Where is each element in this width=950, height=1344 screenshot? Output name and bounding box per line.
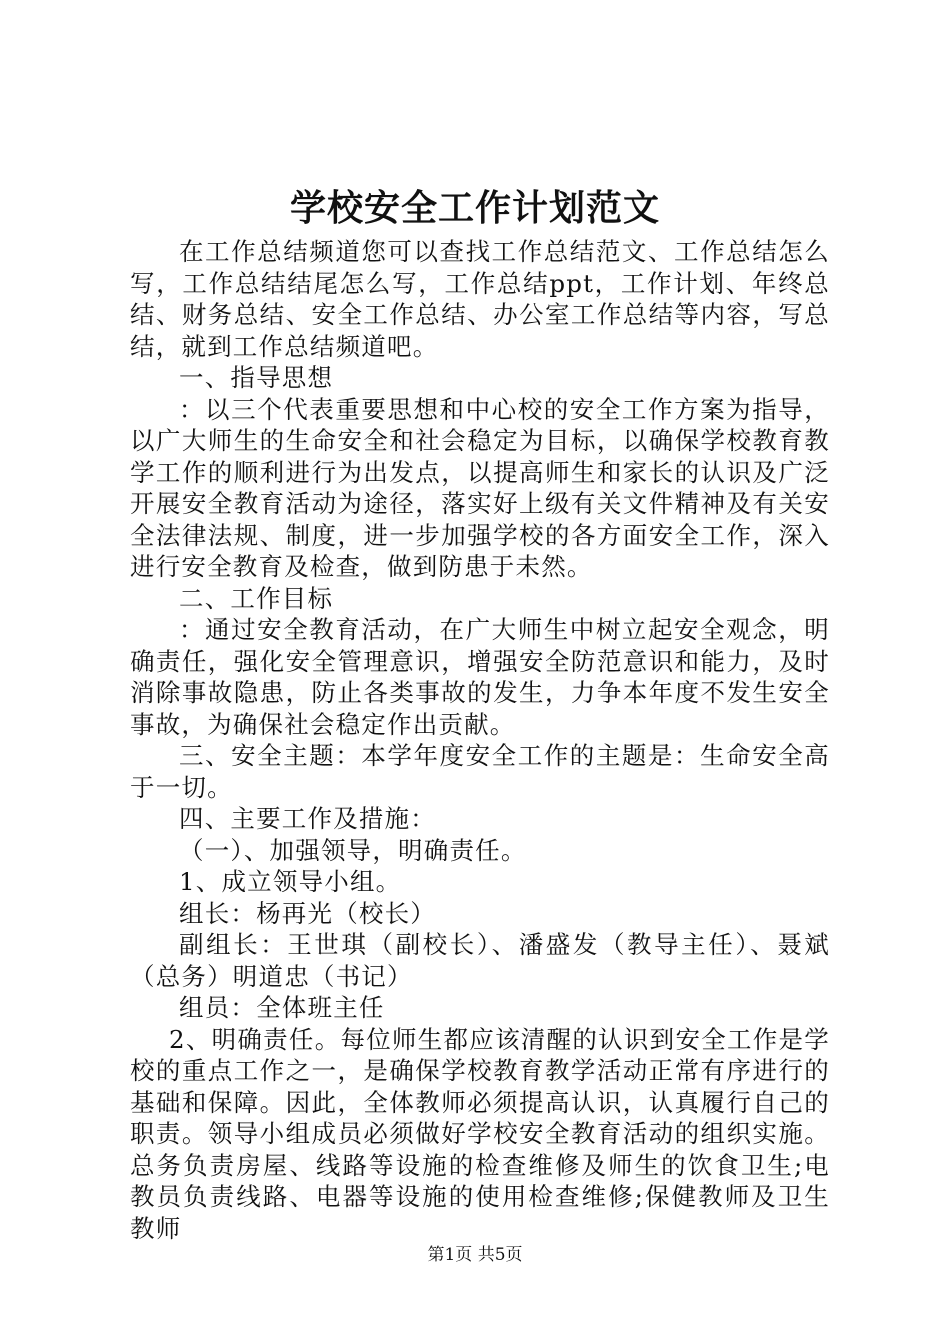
item-group-leader: 组长：杨再光（校长） <box>179 898 436 928</box>
heading-guiding-ideology: 一、指导思想 <box>179 363 334 392</box>
heading-main-measures: 四、主要工作及措施： <box>179 804 436 833</box>
page-footer: 第1页 共5页 <box>427 1245 523 1265</box>
paragraph-intro: 在工作总结频道您可以查找工作总结范文、工作总结怎么写，工作总结结尾怎么写，工作总结ppt，工作计划、年终总结、财务总结、安全工作总结、办公室工作总结等内容，写总结，就到工作总结频道吧。 <box>130 237 830 361</box>
item-deputy-leaders: 副组长：王世琪（副校长）、潘盛发（教导主任）、聂斌（总务）明道忠（书记） <box>130 930 830 991</box>
item-group-members: 组员：全体班主任 <box>179 993 385 1022</box>
paragraph-guiding-ideology: ：以三个代表重要思想和中心校的安全工作方案为指导，以广大师生的生命安全和社会稳定为目标，以确保学校教育教学工作的顺利进行为出发点，以提高师生和家长的认识及广泛开展安全教育活动为途径，落实好上级有关文件精神及有关安全法律法规、制度，进一步加强学校的各方面安全工作，深入进行安全教育及检查，做到防患于未然。 <box>130 394 830 581</box>
heading-work-goals: 二、工作目标 <box>179 583 334 613</box>
document-body <box>130 236 830 1244</box>
subheading-leadership: （一）、加强领导，明确责任。 <box>179 835 527 865</box>
paragraph-work-goals: ：通过安全教育活动，在广大师生中树立起安全观念，明确责任，强化安全管理意识，增强安全防范意识和能力，及时消除事故隐患，防止各类事故的发生，力争本年度不发生安全事故，为确保社会稳定作出贡献。 <box>130 615 830 739</box>
item-leading-group: 1、成立领导小组。 <box>179 867 402 896</box>
paragraph-responsibilities: 2、明确责任。每位师生都应该清醒的认识到安全工作是学校的重点工作之一，是确保学校教育教学活动正常有序进行的基础和保障。因此，全体教师必须提高认识，认真履行自己的职责。领导小组成员必须做好学校安全教育活动的组织实施。总务负责房屋、线路等设施的检查维修及师生的饮食卫生;电教员负责线路、电器等设施的使用检查维修;保健教师及卫生教师 <box>130 1024 830 1243</box>
paragraph-safety-theme: 三、安全主题：本学年度安全工作的主题是：生命安全高于一切。 <box>130 741 830 802</box>
document-title: 学校安全工作计划范文 <box>289 187 660 229</box>
